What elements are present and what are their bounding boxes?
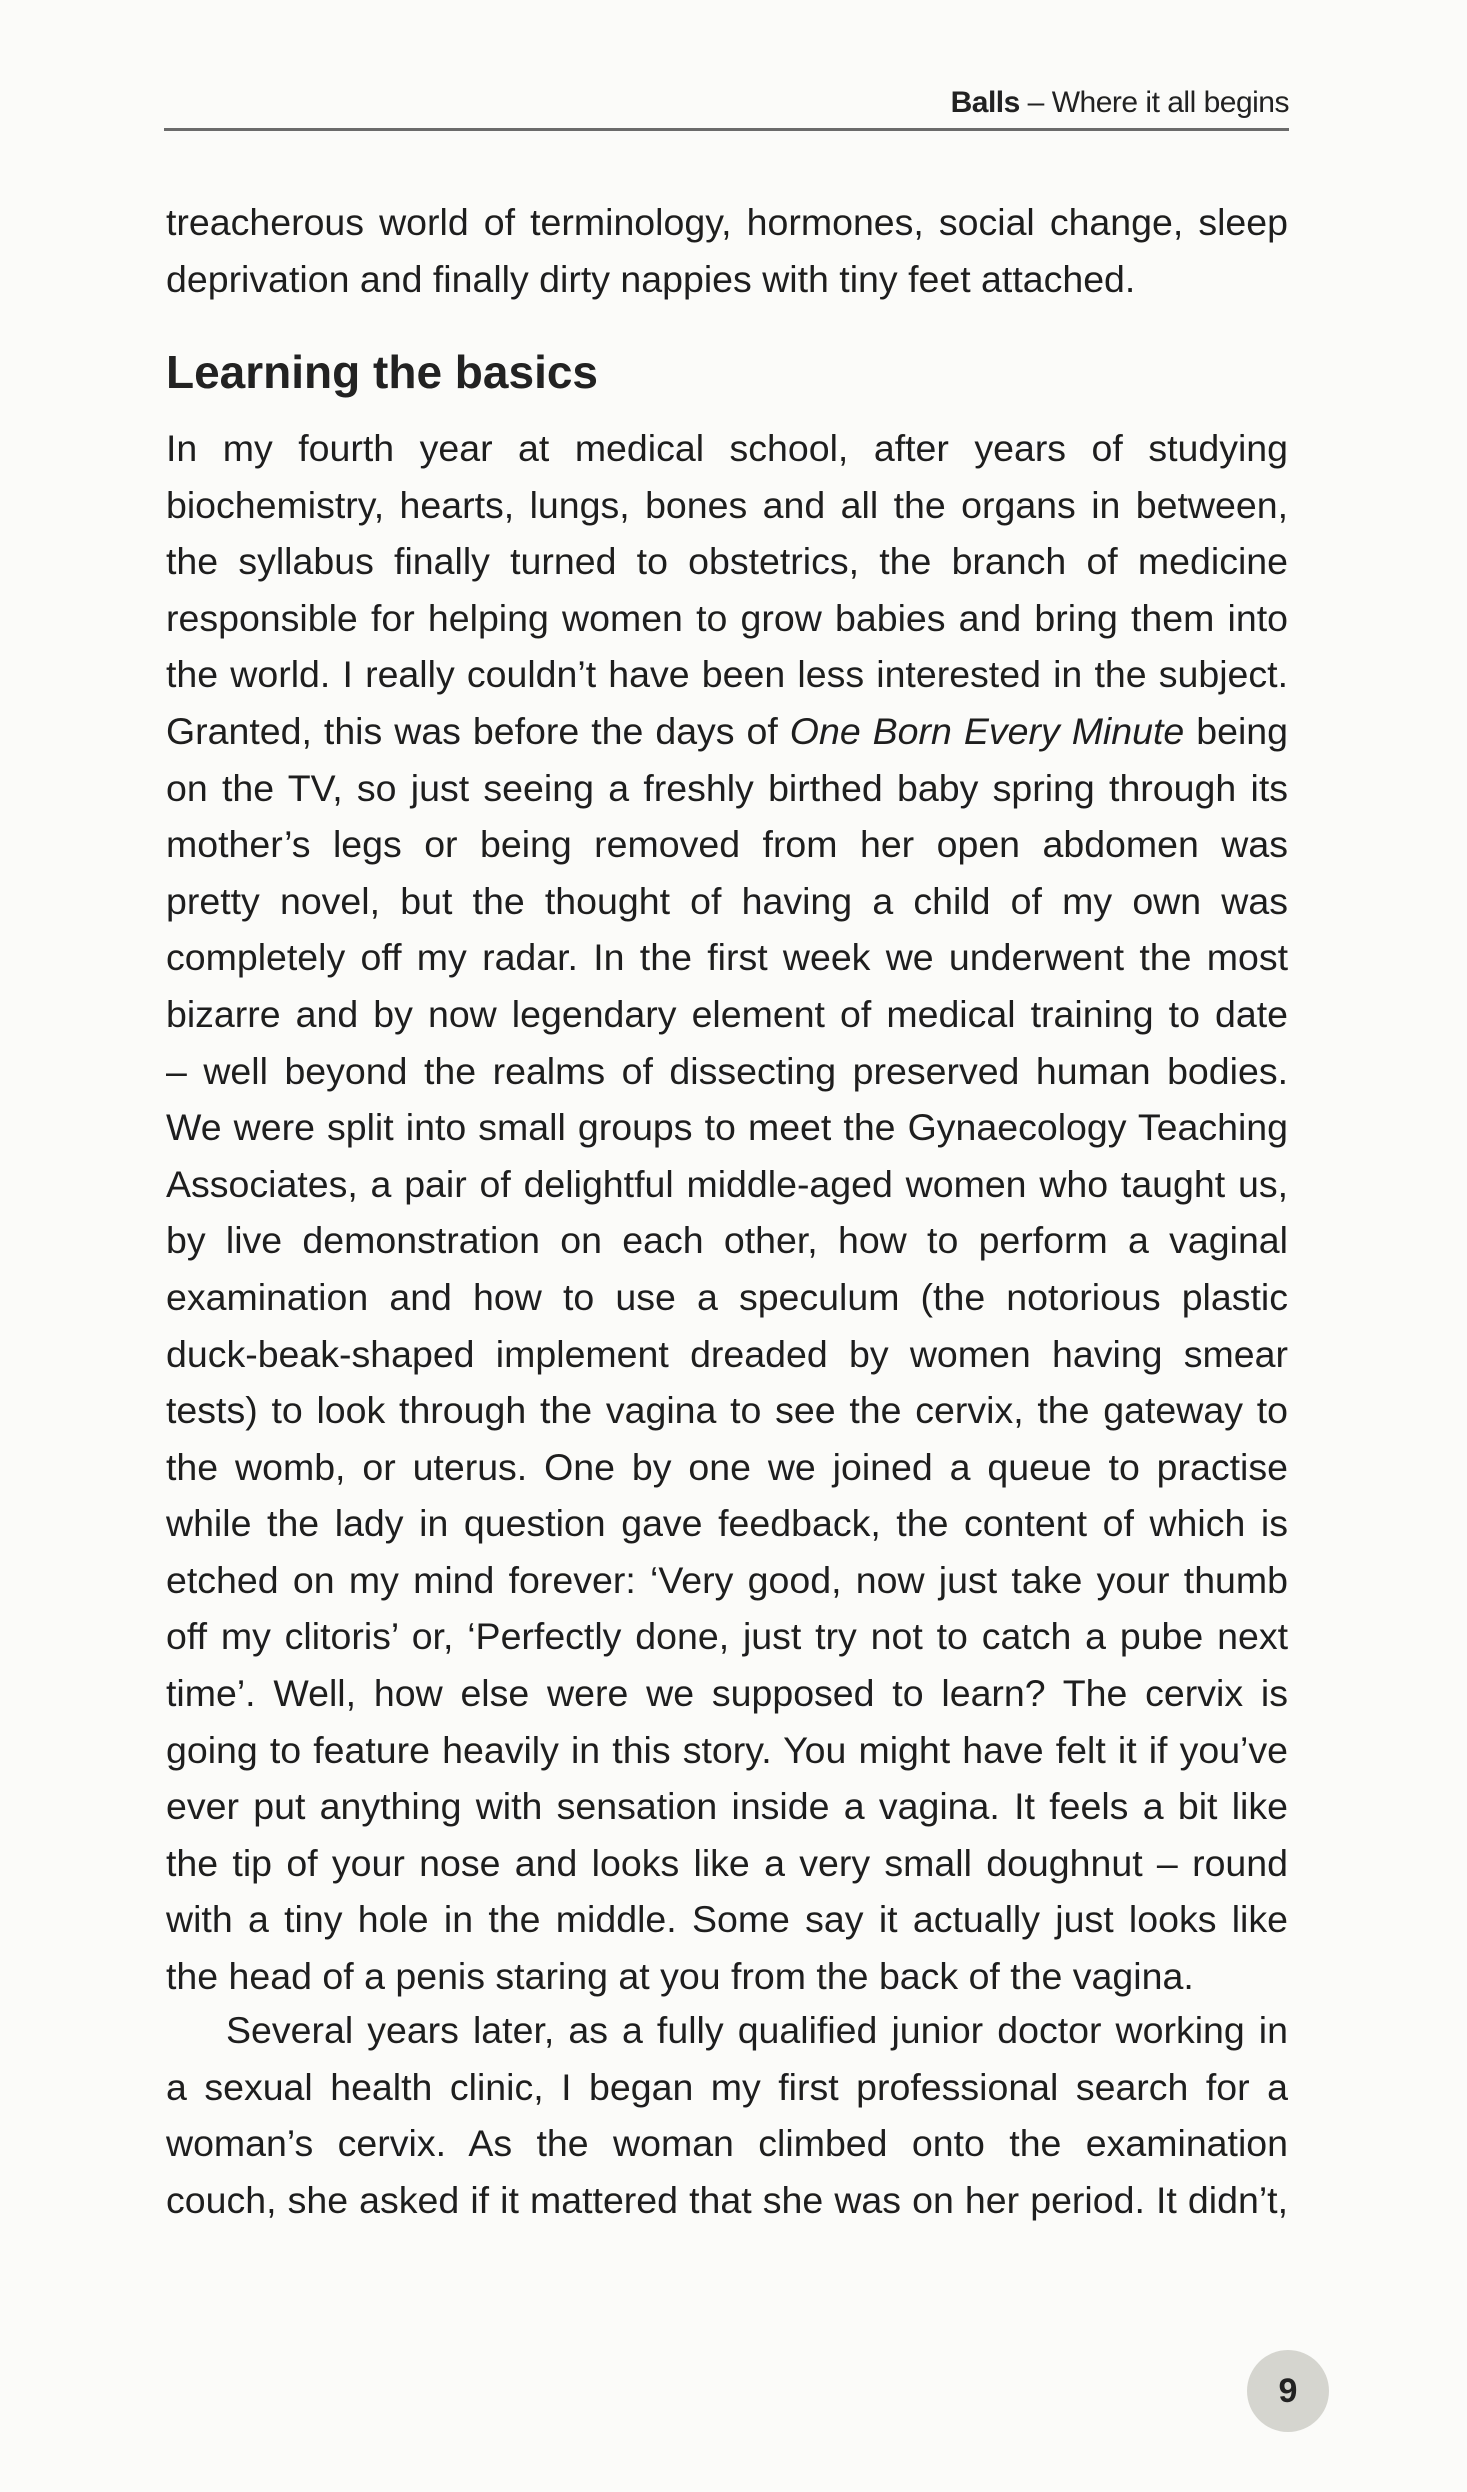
text-fragment: Granted, this was before the days of: [166, 709, 790, 752]
text-line: duck-beak-shaped implement dreaded by women having smear: [166, 1332, 1288, 1375]
text-line: the head of a penis staring at you from the back of the vagina.: [166, 1955, 1194, 1998]
text-line: bizarre and by now legendary element of medical training to date: [166, 992, 1288, 1035]
page-number-badge: [1247, 2350, 1329, 2432]
text-line: etched on my mind forever: ‘Very good, now just take your thumb: [166, 1558, 1288, 1601]
text-line: woman’s cervix. As the woman climbed onto the examination: [166, 2122, 1288, 2165]
text-line: going to feature heavily in this story. You might have felt it if you’ve: [166, 1728, 1288, 1771]
paragraph-clinic: [166, 2002, 1288, 2228]
text-line: the syllabus finally turned to obstetrics, the branch of medicine: [166, 540, 1288, 583]
text-line: off my clitoris’ or, ‘Perfectly done, just try not to catch a pube next: [166, 1615, 1288, 1658]
running-head-book-title: Balls: [950, 86, 1020, 119]
section-heading: Learning the basics: [166, 346, 599, 398]
text-line: on the TV, so just seeing a freshly birthed baby spring through its: [166, 766, 1288, 809]
intro-text: [166, 194, 1288, 307]
text-line: tests) to look through the vagina to see the cervix, the gateway to: [166, 1389, 1288, 1432]
text-line: the world. I really couldn’t have been less interested in the subject.: [166, 653, 1288, 696]
text-line: examination and how to use a speculum (the notorious plastic: [166, 1275, 1288, 1318]
page-number: 9: [1278, 2371, 1298, 2410]
text-line: by live demonstration on each other, how to perform a vaginal: [166, 1219, 1288, 1262]
text-line: We were split into small groups to meet the Gynaecology Teaching: [166, 1106, 1288, 1149]
text-line: deprivation and finally dirty nappies with tiny feet attached.: [166, 257, 1136, 300]
text-line: with a tiny hole in the middle. Some say it actually just looks like: [166, 1898, 1288, 1941]
text-line: biochemistry, hearts, lungs, bones and all the organs in between,: [166, 483, 1288, 526]
text-line: treacherous world of terminology, hormones, social change, sleep: [166, 201, 1288, 243]
text-line: the womb, or uterus. One by one we joined a queue to practise: [166, 1445, 1288, 1488]
running-head-chapter-title: Where it all begins: [1051, 86, 1289, 119]
text-fragment: being: [1184, 709, 1288, 752]
text-line: while the lady in question gave feedback, the content of which is: [166, 1502, 1288, 1545]
text-line-with-title: [166, 703, 1288, 760]
text-line: Associates, a pair of delightful middle-aged women who taught us,: [166, 1162, 1288, 1205]
text-line: – well beyond the realms of dissecting preserved human bodies.: [166, 1049, 1288, 1092]
running-head: [951, 86, 1289, 120]
text-line: completely off my radar. In the first week we underwent the most: [166, 936, 1288, 979]
text-line: time’. Well, how else were we supposed to learn? The cervix is: [166, 1672, 1288, 1715]
paragraph-learning-basics: [166, 420, 1288, 2005]
header-rule: [164, 128, 1289, 131]
text-line: Several years later, as a fully qualified junior doctor working in: [226, 2009, 1288, 2051]
tv-show-title: One Born Every Minute: [789, 709, 1185, 752]
text-line: mother’s legs or being removed from her open abdomen was: [166, 823, 1288, 866]
text-line: pretty novel, but the thought of having a child of my own was: [166, 879, 1288, 922]
text-line: ever put anything with sensation inside a vagina. It feels a bit like: [166, 1785, 1288, 1828]
text-line: couch, she asked if it mattered that she was on her period. It didn’t,: [166, 2178, 1288, 2221]
text-line: a sexual health clinic, I began my first professional search for a: [166, 2065, 1288, 2108]
text-line: the tip of your nose and looks like a very small doughnut – round: [166, 1841, 1288, 1884]
text-line: In my fourth year at medical school, after years of studying: [166, 427, 1288, 469]
text-line: responsible for helping women to grow babies and bring them into: [166, 596, 1288, 639]
running-head-separator: –: [1019, 86, 1052, 119]
